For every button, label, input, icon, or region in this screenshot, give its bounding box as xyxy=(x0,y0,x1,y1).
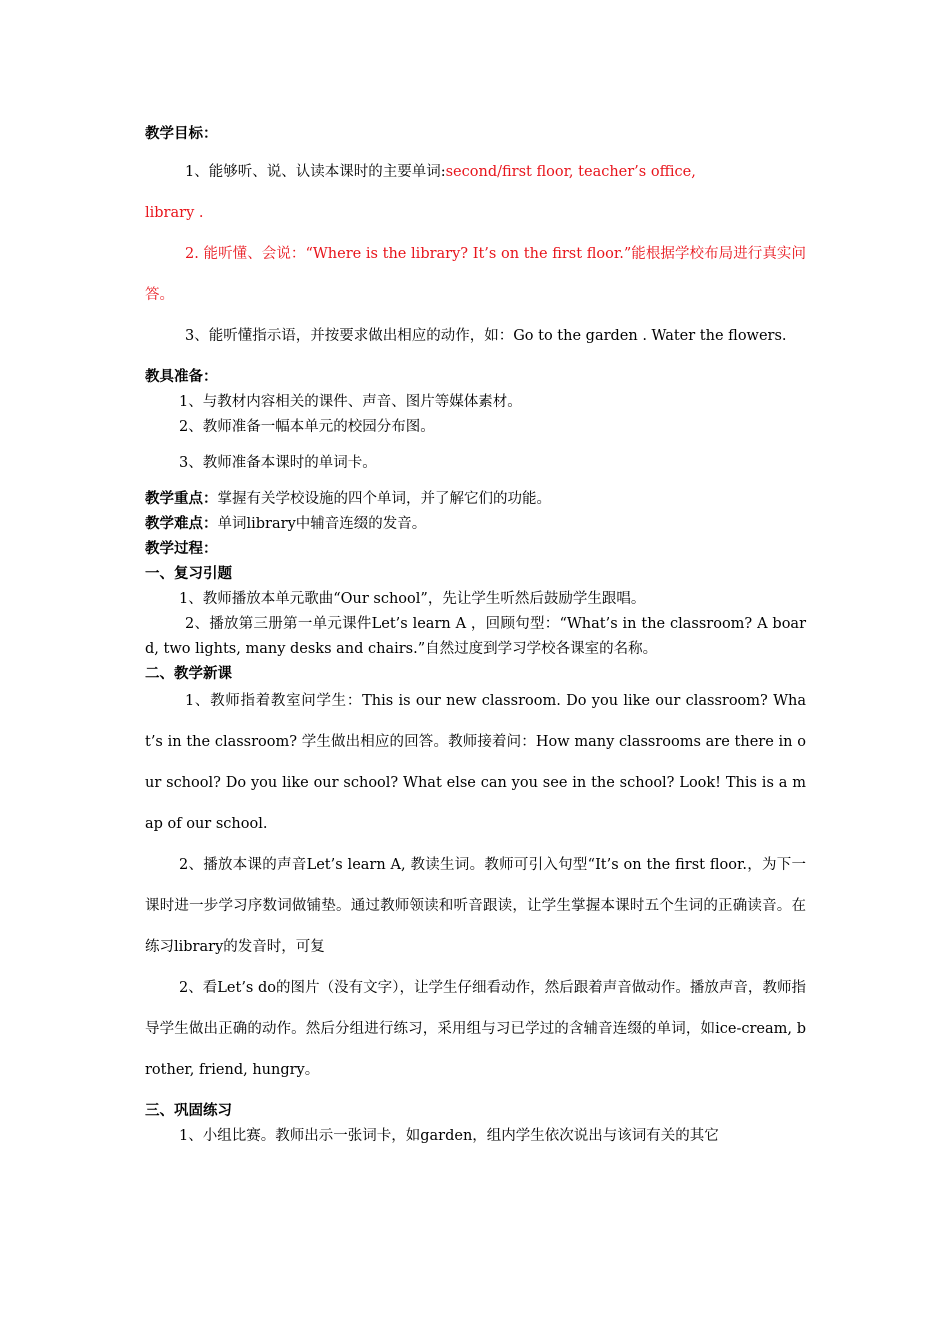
materials-item-1: 1、与教材内容相关的课件、声音、图片等媒体素材。 xyxy=(179,394,522,410)
difficulty xyxy=(145,512,806,537)
key-point-label: 教学重点： xyxy=(145,491,218,507)
section-3-heading: 三、巩固练习 xyxy=(145,1103,232,1119)
section-1-heading: 一、复习引题 xyxy=(145,566,232,582)
goal-item-1 xyxy=(145,152,806,234)
section-2-item-2: 2、播放本课的声音Let’s learn A, 教读生词。教师可引入句型“It’s on the first floor.，为下一课时进一步学习序数词做铺垫。通过教师领读和听音跟读，让学生掌握本课时五个生词的正确读音。在练习library的发音时，可复 xyxy=(145,857,806,955)
materials-item-3: 3、教师准备本课时的单词卡。 xyxy=(179,455,377,471)
difficulty-text: 单词library中辅音连缀的发音。 xyxy=(217,516,427,532)
section-2-item-1: 1、教师指着教室问学生：This is our new classroom. Do you like our classroom? What’s in the classroom? 学生做出相应的回答。教师接着问：How many classrooms are there in our school? Do you like our school? What else can you see in the school? Look! This is a map of our school. xyxy=(145,693,806,832)
difficulty-label: 教学难点： xyxy=(145,516,218,532)
materials-heading: 教具准备： xyxy=(145,369,218,385)
section-1-item-2: 2、播放第三册第一单元课件Let’s learn A ，回顾句型：“What’s in the classroom? A board, two lights, many desks and chairs.”自然过度到学习学校各课室的名称。 xyxy=(145,616,806,657)
section-2-heading: 二、教学新课 xyxy=(145,666,232,682)
lesson-plan-document xyxy=(145,122,806,1149)
section-1-item-1: 1、教师播放本单元歌曲“Our school”，先让学生听然后鼓励学生跟唱。 xyxy=(179,591,646,607)
section-3-item-1: 1、小组比赛。教师出示一张词卡，如garden，组内学生依次说出与该词有关的其它 xyxy=(179,1128,719,1144)
goal-item-1-words: second/first floor, teacher’s office, xyxy=(445,164,696,180)
process-heading: 教学过程： xyxy=(145,541,218,557)
key-point-text: 掌握有关学校设施的四个单词，并了解它们的功能。 xyxy=(217,491,551,507)
goal-item-1-prefix: 1、能够听、说、认读本课时的主要单词: xyxy=(185,164,446,180)
goal-item-2: 2. 能听懂、会说：“Where is the library? It’s on the first floor.”能根据学校布局进行真实问答。 xyxy=(145,246,806,303)
key-point xyxy=(145,487,806,512)
goal-item-3: 3、能听懂指示语，并按要求做出相应的动作，如：Go to the garden . Water the flowers. xyxy=(185,328,787,344)
goals-heading: 教学目标： xyxy=(145,126,218,142)
section-2-item-3: 2、看Let’s do的图片（没有文字），让学生仔细看动作，然后跟着声音做动作。播放声音，教师指导学生做出正确的动作。然后分组进行练习，采用组与习已学过的含辅音连缀的单词，如ice-cream, brother, friend, hungry。 xyxy=(145,980,806,1078)
materials-item-2: 2、教师准备一幅本单元的校园分布图。 xyxy=(179,419,435,435)
goal-item-1-words-cont: library . xyxy=(145,205,204,221)
